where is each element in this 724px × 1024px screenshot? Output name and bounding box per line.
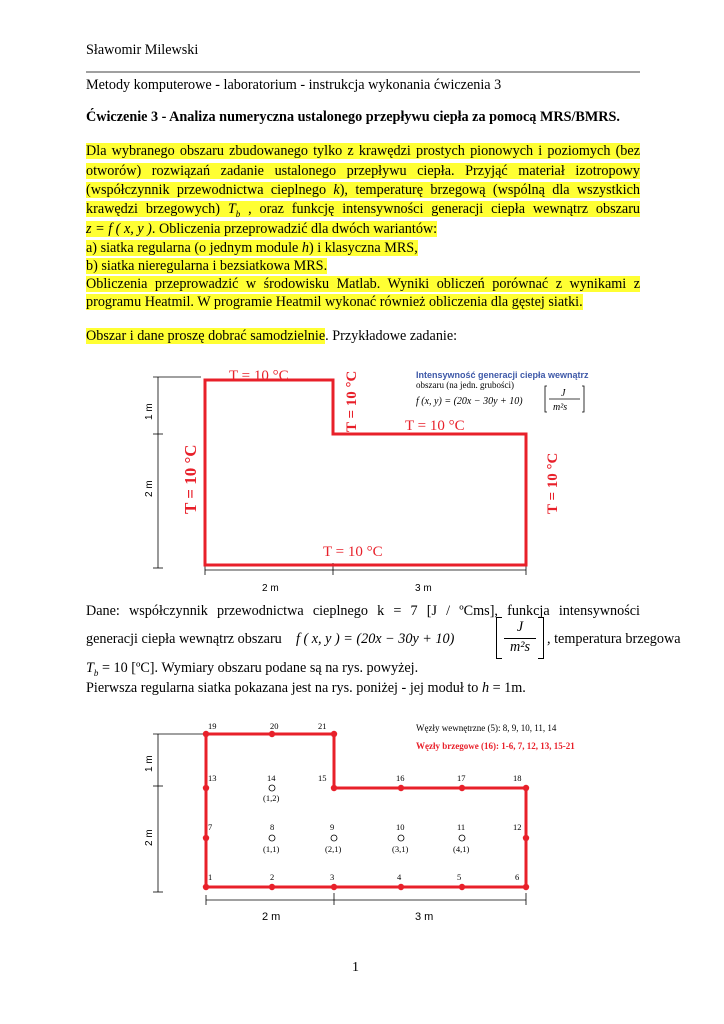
task-line-6b: h [301, 240, 309, 256]
given-unit-num: J [516, 619, 524, 635]
task-line-8: Obliczenia przeprowadzić w środowisku Matlab. Wyniki obliczeń porównać z wynikami z [86, 276, 640, 292]
node-16: 16 [396, 773, 405, 783]
fig2-dim-bottom-right: 3 m [415, 911, 434, 923]
node-2: 2 [270, 872, 275, 882]
node-11: 11 [457, 822, 466, 832]
bc-left-label: T = 10 °C [181, 444, 200, 514]
fig1-dim-bottom-left: 2 m [262, 583, 279, 594]
task-line-3c: ), temperaturę brzegową (wspólną dla wszystkich [339, 182, 640, 198]
boundary-nodes [203, 731, 529, 890]
label-8: (1,1) [263, 844, 280, 854]
task-line-3a: (współczynnik przewodnictwa cieplnego [86, 182, 334, 198]
bc-top-label: T = 10 °C [229, 368, 289, 384]
node-1: 1 [208, 872, 213, 882]
given-line-1: Dane: współczynnik przewodnictwa cieplnego k = 7 [J / ºCms], funkcja intensywności [86, 603, 640, 619]
given-unit-den: m²s [509, 639, 531, 655]
node-12: 12 [513, 822, 522, 832]
node-7: 7 [208, 822, 213, 832]
node-9: 9 [330, 822, 335, 832]
label-10: (3,1) [392, 844, 409, 854]
fig1-dim-left-lower: 2 m [144, 480, 155, 497]
fig1-dim-bottom-right: 3 m [415, 583, 432, 594]
interior-nodes [269, 785, 465, 841]
bc-right-label: T = 10 °C [545, 452, 561, 514]
fig1-legend-line2: obszaru (na jedn. grubości) [416, 380, 514, 390]
node-5: 5 [457, 872, 462, 882]
node-index-labels [263, 793, 469, 854]
task-line-5b: . Obliczenia przeprowadzić dla dwóch wariantów: [151, 221, 438, 237]
task-line-10a: Obszar i dane proszę dobrać samodzielnie [86, 328, 326, 344]
fig2-dim-bottom-left: 2 m [262, 911, 281, 923]
header-subtitle: Metody komputerowe - laboratorium - instrukcja wykonania ćwiczenia 3 [86, 77, 502, 93]
task-line-6c: ) i klasyczna MRS, [308, 240, 418, 256]
task-line-2: otworów) rozwiązań zadanie ustalonego przepływu ciepła. Przyjąć materiał izotropowy [86, 163, 640, 179]
node-21: 21 [318, 721, 327, 731]
bc-step-horizontal-label: T = 10 °C [405, 418, 465, 434]
task-line-4b: T [227, 201, 236, 217]
node-13: 13 [208, 773, 217, 783]
given-line-4b: h [481, 680, 490, 696]
task-line-4c: b [235, 208, 241, 219]
given-line-3c: = 10 [ºC]. Wymiary obszaru podane są na rys. powyżej. [98, 660, 419, 676]
label-11: (4,1) [453, 844, 470, 854]
interior-nodes-legend: Węzły wewnętrzne (5): 8, 9, 10, 11, 14 [416, 723, 557, 733]
task-line-1: Dla wybranego obszaru zbudowanego tylko z krawędzi prostych pionowych i poziomych (bez [86, 143, 640, 159]
given-line-3a: T [86, 660, 94, 676]
task-line-3b: k [333, 182, 340, 198]
task-line-9: programu Heatmil. W programie Heatmil wykonać również obliczenia dla gęstej siatki. [86, 294, 583, 310]
node-8: 8 [270, 822, 275, 832]
node-17: 17 [457, 773, 466, 783]
exercise-title: Ćwiczenie 3 - Analiza numeryczna ustalonego przepływu ciepła za pomocą MRS/BMRS. [86, 109, 620, 125]
fig2-dim-left-lower: 2 m [144, 829, 155, 846]
node-3: 3 [330, 872, 335, 882]
given-line-4c: = 1m. [489, 680, 526, 696]
fig1-legend-unit-num: J [561, 388, 566, 399]
given-line-2d: , temperatura brzegowa [547, 631, 681, 647]
given-line-4a: Pierwsza regularna siatka pokazana jest na rys. poniżej - jej moduł to [86, 680, 482, 696]
boundary-nodes-legend: Węzły brzegowe (16): 1-6, 7, 12, 13, 15-21 [416, 741, 575, 751]
fig1-legend-line1: Intensywność generacji ciepła wewnątrz [416, 370, 589, 380]
given-line-2a: generacji ciepła wewnątrz obszaru [86, 631, 282, 647]
label-14: (1,2) [263, 793, 280, 803]
node-20: 20 [270, 721, 279, 731]
given-line-2b: f ( x, y ) = (20x − 30y + 10) [296, 631, 455, 647]
task-line-4a: krawędzi brzegowych) [86, 201, 228, 217]
fig1-dim-left-upper: 1 m [144, 403, 155, 420]
node-4: 4 [397, 872, 402, 882]
node-15: 15 [318, 773, 327, 783]
task-line-4d: , oraz funkcję intensywności generacji ciepła wewnątrz obszaru [240, 201, 641, 217]
node-14: 14 [267, 773, 276, 783]
node-18: 18 [513, 773, 522, 783]
label-9: (2,1) [325, 844, 342, 854]
bc-step-vertical-label: T = 10 °C [344, 370, 360, 432]
node-6: 6 [515, 872, 520, 882]
task-line-6a: a) siatka regularna (o jednym module [86, 240, 302, 256]
page-number: 1 [352, 960, 359, 975]
node-10: 10 [396, 822, 405, 832]
fig1-legend-unit-den: m²s [553, 402, 568, 413]
mesh-domain-outline [206, 734, 526, 887]
fig1-legend-formula: f (x, y) = (20x − 30y + 10) [416, 396, 523, 407]
task-line-10b: . Przykładowe zadanie: [325, 328, 458, 344]
task-line-5a: z = f ( x, y ) [86, 221, 152, 237]
header-author: Sławomir Milewski [86, 42, 199, 58]
bc-bottom-label: T = 10 °C [323, 544, 383, 560]
node-19: 19 [208, 721, 217, 731]
given-line-3b: b [93, 667, 99, 678]
task-line-7: b) siatka nieregularna i bezsiatkowa MRS. [86, 258, 328, 274]
fig2-dim-left-upper: 1 m [144, 755, 155, 772]
